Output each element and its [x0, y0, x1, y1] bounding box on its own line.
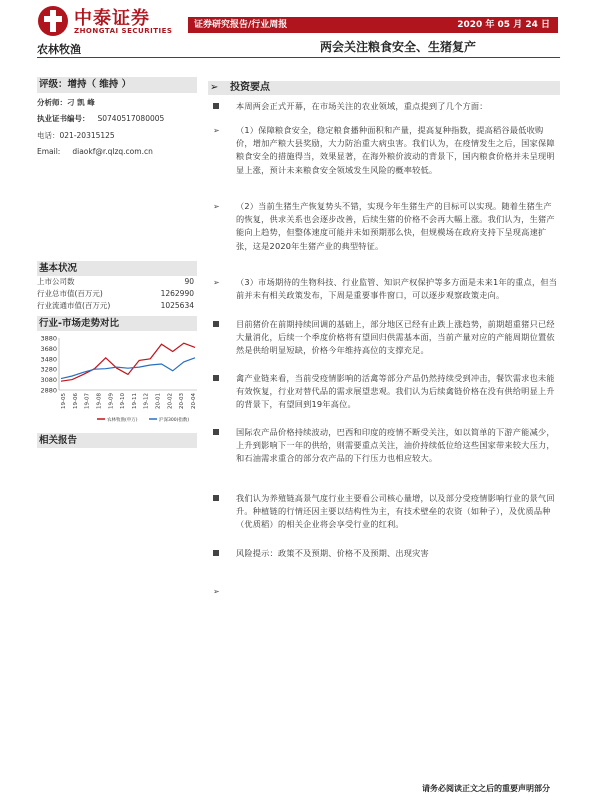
basic-status-row — [37, 300, 194, 311]
bullet-square-icon — [213, 100, 219, 113]
invest-highlights-title: 投资要点 — [230, 82, 270, 93]
disclaimer-footer: 请务必阅读正文之后的重要声明部分 — [422, 784, 550, 793]
logo-name-en: ZHONGTAI SECURITIES — [74, 27, 173, 35]
chart-y-tick-label: 3680 — [40, 344, 57, 353]
report-type: 证券研究报告/行业周报 — [194, 20, 288, 30]
invest-paragraph-text: （1）保障粮食安全，稳定粮食播种面积和产量，提高复种指数，提高稻谷最低收购价，增加产粮大县奖励，大力防治重大病虫害。我们认为，在疫情发生之后，国家保障粮食安全的措施得当，效果显著，在海外粮价波动的背景下，国内粮食价格并未呈现明显上涨，预计未来粮食安全领域发生风险的概率较低。 — [236, 125, 555, 175]
invest-paragraph — [213, 372, 559, 412]
phone-number: 021-20315125 — [59, 131, 115, 140]
basic-status-key: 行业流通市值(百万元) — [37, 301, 111, 310]
phone-label: 电话： — [37, 131, 60, 140]
basic-status-row — [37, 276, 194, 287]
basic-status-row — [37, 288, 194, 299]
invest-paragraph — [213, 124, 559, 177]
chart-x-tick-label: 20-02 — [167, 393, 174, 409]
bullet-square-icon — [213, 426, 219, 439]
bullet-square-icon — [213, 318, 219, 331]
basic-status-key: 上市公司数 — [37, 277, 75, 286]
basic-status-heading: 基本状况 — [37, 261, 197, 276]
basic-status-value: 1262990 — [160, 289, 194, 298]
license-line — [37, 113, 164, 124]
company-logo — [38, 4, 173, 40]
report-date: 2020 年 05 月 24 日 — [457, 20, 550, 30]
bullet-square-icon — [213, 492, 219, 505]
license-number: S0740517080005 — [97, 114, 165, 123]
analyst-name: 刁 凯 峰 — [67, 98, 95, 107]
chart-y-tick-label: 3880 — [40, 334, 57, 343]
bullet-square-icon — [213, 372, 219, 385]
license-label: 执业证书编号： — [37, 114, 90, 123]
chart-legend-label: 农林牧渔(申万) — [107, 418, 138, 423]
invest-paragraph-text: 风险提示：政策不及预期、价格不及预期、出现灾害 — [236, 548, 429, 558]
chart-x-tick-label: 19-10 — [120, 393, 127, 409]
chart-x-tick-label: 20-04 — [191, 393, 197, 409]
invest-paragraph-text: （3）市场期待的生物科技、行业监管、知识产权保护等多方面是未来1年的重点，但当前并未有相关政策发布，下周是重要事件窗口，可以逐步观察政策走向。 — [236, 277, 558, 301]
chart-x-tick-label: 19-06 — [72, 393, 79, 409]
chart-y-tick-label: 3280 — [40, 365, 57, 374]
logo-mark-icon — [38, 6, 68, 36]
header-divider — [37, 57, 560, 58]
bullet-arrow-icon: ➢ — [213, 202, 220, 211]
basic-status-value: 90 — [184, 277, 194, 286]
invest-paragraph-text: 本周两会正式开幕，在市场关注的农业领域，重点提到了几个方面： — [236, 101, 488, 111]
arrow-icon: ➢ — [210, 82, 219, 93]
email-label: Email: — [37, 147, 61, 156]
basic-status-key: 行业总市值(百万元) — [37, 289, 103, 298]
basic-status-value: 1025634 — [160, 301, 194, 310]
bullet-arrow-icon: ➢ — [213, 587, 220, 596]
market-chart-heading: 行业-市场走势对比 — [37, 316, 197, 331]
invest-paragraph — [213, 547, 559, 560]
chart-y-tick-label: 2880 — [40, 386, 57, 395]
invest-paragraph-text: 国际农产品价格持续波动，巴西和印度的疫情不断受关注，如以简单的下游产能减少，上升到影响下一年的供给，则需要重点关注，油价持续低位给这些国家带来较大压力，和石油需求重合的部分农产品的下行压力也相应较大。 — [236, 427, 555, 464]
related-reports-heading: 相关报告 — [37, 433, 197, 448]
chart-x-tick-label: 19-08 — [96, 393, 103, 409]
invest-paragraph — [213, 426, 559, 466]
invest-paragraph-text: 我们认为养殖链高景气度行业主要看公司核心量增，以及部分受疫情影响行业的景气回升。种植链的行情还因主要以结构性为主，有技术壁垒的农资（如种子），及优质品种（优质稻）的相关企业将会享受行业的红利。 — [236, 493, 555, 530]
sector-name: 农林牧渔 — [37, 43, 81, 56]
header-bar — [188, 17, 558, 33]
chart-x-tick-label: 19-12 — [143, 393, 150, 409]
invest-paragraph — [213, 318, 559, 358]
invest-paragraph-text: 目前猪价在前期持续回调的基础上，部分地区已经有止跌上涨趋势，前期超重猪只已经大量消化，后续一个季度价格将有望回归供需基本面，当前产量对应的产能周期位置依然是供给明显短缺，价格今年维持高位的支撑充足。 — [236, 319, 555, 356]
email-address[interactable]: diaokf@r.qlzq.com.cn — [72, 147, 153, 156]
phone-line — [37, 130, 115, 141]
invest-paragraph — [213, 276, 559, 302]
invest-paragraph — [213, 100, 559, 113]
invest-highlights-heading — [208, 81, 560, 95]
chart-x-tick-label: 19-07 — [84, 393, 91, 409]
email-line — [37, 147, 153, 156]
chart-x-tick-label: 19-11 — [131, 393, 138, 409]
bullet-arrow-icon: ➢ — [213, 278, 220, 287]
analyst-label: 分析师： — [37, 98, 67, 107]
invest-paragraph — [213, 200, 559, 253]
chart-x-tick-label: 19-05 — [61, 393, 67, 409]
chart-series-line — [61, 343, 195, 381]
rating-box: 评级：增持（ 维持 ） — [37, 77, 197, 93]
invest-paragraph — [213, 492, 559, 532]
bullet-square-icon — [213, 547, 219, 560]
chart-y-tick-label: 3480 — [40, 355, 57, 364]
bullet-arrow-icon: ➢ — [213, 126, 220, 135]
market-trend-chart — [37, 334, 199, 424]
chart-y-tick-label: 3080 — [40, 376, 57, 385]
invest-paragraph-text: （2）当前生猪生产恢复势头不错，实现今年生猪生产的目标可以实现。随着生猪生产的恢复，供求关系也会逐步改善，后续生猪的价格不会再大幅上涨。我们认为，生猪产能向上趋势，但整体速度可能并未如预期那么快，但规模场在政府支持下呈现高速扩张，这是2020年生猪产业的典型特征。 — [236, 201, 555, 251]
invest-paragraph-text: 禽产业链来看，当前受疫情影响的活禽等部分产品仍然持续受到冲击，餐饮需求也未能有效恢复，行业对替代品的需求展望悲观。我们认为后续禽链价格在没有供给明显上升的背景下，有望回到19年高位。 — [236, 373, 555, 410]
chart-x-tick-label: 20-01 — [155, 393, 162, 409]
analyst-line — [37, 97, 95, 108]
page-title: 两会关注粮食安全、生猪复产 — [320, 40, 477, 54]
chart-x-tick-label: 20-03 — [179, 393, 186, 409]
chart-x-tick-label: 19-09 — [108, 393, 115, 409]
logo-name-cn: 中泰证券 — [74, 8, 150, 29]
chart-legend-label: 沪深300(指数) — [159, 418, 190, 423]
